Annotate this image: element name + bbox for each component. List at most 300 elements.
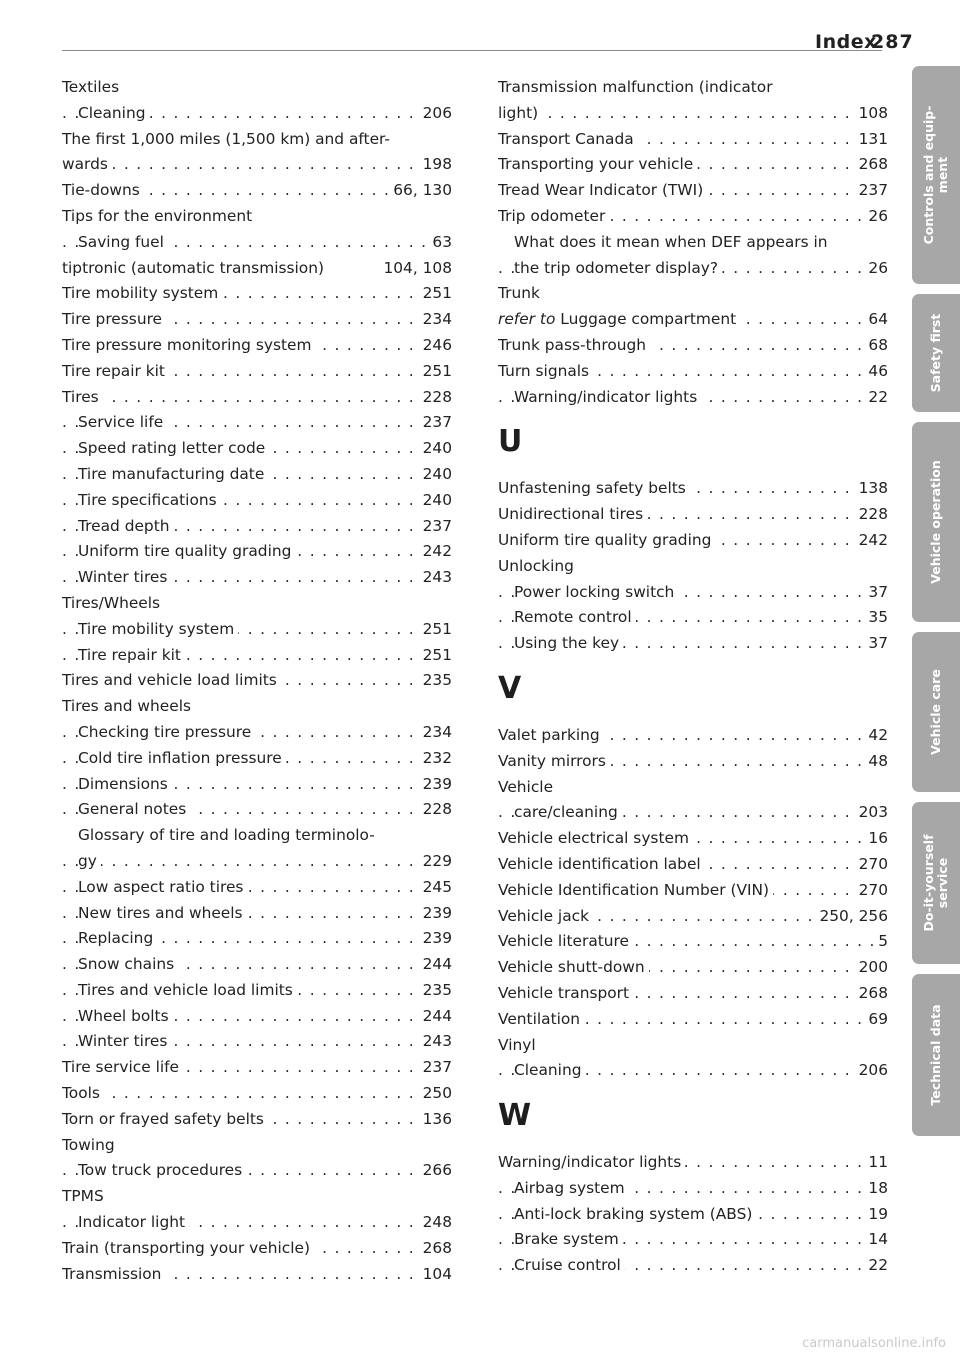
- index-entry: [498, 878, 888, 904]
- entry-label: Checking tire pressure: [78, 722, 252, 741]
- entry-text: [78, 620, 238, 638]
- entry-text: [62, 1239, 314, 1257]
- index-entry: [62, 1107, 452, 1133]
- entry-page-number: 240: [418, 436, 452, 462]
- entry-page-number: 22: [863, 1253, 888, 1279]
- entry-text: [78, 929, 157, 947]
- entry-page-number: 11: [863, 1150, 888, 1176]
- entry-text: [62, 1084, 104, 1102]
- entry-text: [78, 104, 149, 122]
- entry-text: [78, 904, 247, 922]
- entry-text: [498, 958, 649, 976]
- entry-label: Vehicle Identification Number (VIN): [498, 880, 770, 899]
- entry-page-number: 251: [418, 281, 452, 307]
- entry-page-number: 235: [418, 978, 452, 1004]
- entry-label: Towing: [62, 1135, 115, 1154]
- entry-label: Tow truck procedures: [78, 1161, 243, 1180]
- entry-text: [498, 1010, 584, 1028]
- entry-label: wards: [62, 155, 108, 174]
- entry-label: Using the key: [514, 634, 620, 653]
- index-entry: [498, 204, 888, 230]
- index-entry: [498, 554, 888, 580]
- entry-text: [498, 907, 593, 925]
- entry-page-number: 243: [418, 565, 452, 591]
- index-subentry: [62, 539, 452, 565]
- entry-page-number: 250: [418, 1081, 452, 1107]
- entry-text: [514, 583, 678, 601]
- entry-text: [498, 207, 609, 225]
- entry-text: [498, 130, 638, 148]
- entry-text: [498, 336, 650, 354]
- entry-page-number: 136: [418, 1107, 452, 1133]
- entry-text: [498, 752, 610, 770]
- entry-text: [78, 1007, 173, 1025]
- index-entry: [62, 385, 452, 411]
- entry-page-number: 64: [863, 307, 888, 333]
- entry-text: [514, 233, 832, 251]
- entry-page-number: 203: [854, 800, 888, 826]
- entry-text: [62, 1058, 183, 1076]
- index-subentry: [498, 230, 888, 256]
- index-subentry: [498, 385, 888, 411]
- index-entry: [62, 75, 452, 101]
- entry-text: [78, 568, 171, 586]
- entry-text: [498, 1036, 540, 1054]
- entry-page-number: 48: [863, 749, 888, 775]
- chapter-side-tabs: [912, 66, 960, 1146]
- entry-label: care/cleaning: [514, 803, 618, 822]
- entry-text: [78, 1213, 189, 1231]
- entry-label: Valet parking: [498, 725, 600, 744]
- entry-text: [514, 1179, 629, 1197]
- index-entry: [498, 152, 888, 178]
- index-subentry: [498, 580, 888, 606]
- index-subentry: [62, 462, 452, 488]
- entry-label: Airbag system: [514, 1178, 625, 1197]
- entry-page-number: 35: [863, 605, 888, 631]
- index-entry: [498, 775, 888, 801]
- index-letter-heading: [498, 410, 888, 476]
- entry-text: [78, 723, 255, 741]
- entry-text: [62, 130, 394, 148]
- entry-label: Tires and vehicle load limits: [78, 980, 293, 999]
- entry-label: Cruise control: [514, 1256, 621, 1275]
- entry-label: Vehicle transport: [498, 983, 630, 1002]
- entry-text: [62, 671, 281, 689]
- index-entry: [498, 101, 888, 127]
- index-subentry: [62, 978, 452, 1004]
- entry-page-number: 244: [418, 952, 452, 978]
- entry-page-number: 206: [418, 101, 452, 127]
- entry-text: [78, 517, 174, 535]
- index-entry: [498, 723, 888, 749]
- entry-label: Glossary of tire and loading terminolo-: [78, 826, 375, 845]
- index-subentry: [498, 1202, 888, 1228]
- entry-label: Dimensions: [78, 774, 168, 793]
- entry-label: Tread depth: [78, 516, 170, 535]
- entry-text: [78, 826, 379, 844]
- chapter-tab[interactable]: [912, 294, 960, 412]
- index-entry: [62, 127, 452, 153]
- entry-text: [62, 155, 112, 173]
- index-entry: [498, 502, 888, 528]
- entry-label: Tires and wheels: [62, 697, 191, 716]
- index-entry: [62, 1133, 452, 1159]
- entry-text: [498, 155, 697, 173]
- entry-label: Indicator light: [78, 1213, 186, 1232]
- entry-label: Tie-downs: [62, 181, 140, 200]
- entry-label: Snow chains: [78, 955, 175, 974]
- index-letter-heading: [498, 657, 888, 723]
- entry-label: Uniform tire quality grading: [78, 542, 292, 561]
- entry-text: [78, 878, 247, 896]
- entry-label: Trunk pass-through: [498, 335, 647, 354]
- entry-page-number: 68: [863, 333, 888, 359]
- entry-page-number: 200: [854, 955, 888, 981]
- entry-text: [78, 542, 295, 560]
- index-entry: [62, 281, 452, 307]
- index-entry: [62, 359, 452, 385]
- letter-heading-text: V: [498, 670, 522, 706]
- index-entry: [498, 307, 888, 333]
- entry-label: Cleaning: [514, 1061, 582, 1080]
- page-number: 287: [871, 31, 914, 53]
- entry-page-number: 268: [854, 981, 888, 1007]
- entry-label: Tire repair kit: [62, 361, 165, 380]
- entry-page-number: 104, 108: [378, 256, 452, 282]
- index-entry: [62, 1184, 452, 1210]
- index-entry: [498, 955, 888, 981]
- entry-label: Tire service life: [62, 1058, 180, 1077]
- entry-text: [498, 310, 740, 328]
- entry-page-number: 246: [418, 333, 452, 359]
- entry-text: [498, 984, 633, 1002]
- entry-label: Uniform tire quality grading: [498, 530, 712, 549]
- entry-label: General notes: [78, 800, 187, 819]
- entry-text: [78, 1032, 171, 1050]
- entry-label: Torn or frayed safety belts: [62, 1109, 264, 1128]
- entry-page-number: 250, 256: [814, 904, 888, 930]
- entry-text: [62, 1110, 268, 1128]
- index-entry: [498, 1150, 888, 1176]
- chapter-tab[interactable]: [912, 802, 960, 964]
- entry-label: New tires and wheels: [78, 903, 243, 922]
- index-subentry: [62, 875, 452, 901]
- entry-text: [78, 775, 172, 793]
- entry-label: Transporting your vehicle: [498, 155, 694, 174]
- entry-label: Tire mobility system: [78, 619, 235, 638]
- entry-page-number: 243: [418, 1029, 452, 1055]
- entry-page-number: 16: [863, 826, 888, 852]
- entry-page-number: 228: [418, 385, 452, 411]
- entry-text: [498, 531, 715, 549]
- entry-text: [78, 491, 221, 509]
- entry-page-number: 66, 130: [388, 178, 452, 204]
- entry-page-number: 228: [854, 502, 888, 528]
- entry-label: Tire specifications: [78, 490, 217, 509]
- entry-text: [62, 284, 222, 302]
- entry-text: [78, 413, 167, 431]
- index-subentry: [498, 1227, 888, 1253]
- entry-page-number: 251: [418, 643, 452, 669]
- entry-label: Vehicle electrical system: [498, 829, 689, 848]
- entry-page-number: 206: [854, 1058, 888, 1084]
- entry-page-number: 37: [863, 580, 888, 606]
- entry-text: [62, 259, 328, 277]
- entry-page-number: 138: [854, 476, 888, 502]
- entry-label: Tires and vehicle load limits: [62, 671, 277, 690]
- entry-text: [514, 259, 722, 277]
- entry-page-number: 19: [863, 1202, 888, 1228]
- index-subentry: [498, 605, 888, 631]
- entry-label: Tires: [62, 387, 99, 406]
- entry-label: Turn signals: [498, 361, 590, 380]
- index-entry: [62, 1262, 452, 1288]
- chapter-tab[interactable]: [912, 974, 960, 1136]
- entry-text: [62, 78, 123, 96]
- entry-label: Luggage compartment: [560, 310, 737, 329]
- entry-page-number: 240: [418, 488, 452, 514]
- entry-label: Vehicle literature: [498, 932, 629, 951]
- entry-page-number: 237: [418, 1055, 452, 1081]
- entry-text: [498, 778, 557, 796]
- entry-page-number: 22: [863, 385, 888, 411]
- index-letter-heading: [498, 1084, 888, 1150]
- index-entry: [498, 75, 888, 101]
- index-subentry: [62, 720, 452, 746]
- index-column-left: [62, 75, 452, 1287]
- index-subentry: [62, 101, 452, 127]
- entry-label: Unidirectional tires: [498, 505, 644, 524]
- entry-text: [498, 104, 542, 122]
- entry-label: Vinyl: [498, 1035, 536, 1054]
- entry-text: [78, 233, 168, 251]
- entry-label: Tools: [62, 1084, 100, 1103]
- header-rule: [62, 50, 882, 51]
- index-entry: [498, 476, 888, 502]
- entry-text: [514, 1061, 585, 1079]
- entry-page-number: 242: [418, 539, 452, 565]
- entry-label: Cold tire inflation pressure: [78, 748, 282, 767]
- chapter-tab-label: Safety first: [928, 313, 943, 393]
- index-entry: [498, 826, 888, 852]
- index-entry: [62, 668, 452, 694]
- entry-text: [498, 855, 705, 873]
- entry-text: [514, 608, 636, 626]
- entry-label: Vehicle shutt-down: [498, 958, 645, 977]
- entry-text: [498, 881, 773, 899]
- entry-text: [78, 1161, 246, 1179]
- chapter-tab-label: Vehicle operation: [928, 460, 943, 584]
- entry-label: Vanity mirrors: [498, 751, 606, 770]
- index-entry: [498, 281, 888, 307]
- entry-label: Speed rating letter code: [78, 439, 266, 458]
- entry-label: Tire repair kit: [78, 645, 181, 664]
- entry-text: [514, 803, 622, 821]
- entry-label: Vehicle identification label: [498, 854, 701, 873]
- chapter-tab-label: Do-it-yourself service: [921, 834, 950, 932]
- chapter-tab-label: Controls and equip- ment: [921, 105, 950, 245]
- index-entry: [62, 591, 452, 617]
- entry-page-number: 228: [418, 797, 452, 823]
- entry-text: [514, 1205, 756, 1223]
- entry-label: Cleaning: [78, 103, 146, 122]
- index-entry: [62, 204, 452, 230]
- entry-text: [78, 852, 101, 870]
- entry-label: Warning/indicator lights: [514, 387, 698, 406]
- entry-text: [78, 981, 297, 999]
- entry-page-number: 18: [863, 1176, 888, 1202]
- index-entry: [62, 694, 452, 720]
- entry-label: Trunk: [498, 284, 540, 303]
- index-entry: [498, 904, 888, 930]
- entry-text: [498, 181, 707, 199]
- index-subentry: [62, 230, 452, 256]
- entry-page-number: 46: [863, 359, 888, 385]
- entry-page-number: 131: [854, 127, 888, 153]
- entry-page-number: 248: [418, 1210, 452, 1236]
- entry-text: [498, 1153, 685, 1171]
- index-subentry: [62, 797, 452, 823]
- chapter-tab-label: Technical data: [928, 1004, 943, 1106]
- index-entry: [498, 528, 888, 554]
- index-subentry: [498, 256, 888, 282]
- entry-page-number: 240: [418, 462, 452, 488]
- entry-page-number: 26: [863, 256, 888, 282]
- entry-label: the trip odometer display?: [514, 258, 719, 277]
- index-subentry: [498, 800, 888, 826]
- entry-text: [498, 284, 544, 302]
- entry-text: [78, 439, 269, 457]
- chapter-tab[interactable]: [912, 632, 960, 792]
- entry-page-number: 234: [418, 307, 452, 333]
- entry-label: Textiles: [62, 78, 120, 96]
- index-subentry: [62, 1004, 452, 1030]
- entry-text: [62, 362, 169, 380]
- entry-page-number: 229: [418, 849, 452, 875]
- entry-label: Tips for the environment: [62, 206, 253, 225]
- entry-text: [514, 1230, 623, 1248]
- index-entry: [62, 333, 452, 359]
- entry-page-number: 239: [418, 772, 452, 798]
- entry-label: Saving fuel: [78, 232, 164, 251]
- entry-page-number: 234: [418, 720, 452, 746]
- entry-label: The first 1,000 miles (1,500 km) and after-: [62, 129, 390, 148]
- entry-text: [62, 1265, 165, 1283]
- entry-text: [498, 505, 647, 523]
- entry-label: Warning/indicator lights: [498, 1153, 682, 1172]
- index-subentry: [62, 410, 452, 436]
- watermark: carmanualsonline.info: [802, 1336, 946, 1351]
- index-subentry: [62, 643, 452, 669]
- entry-label: Ventilation: [498, 1009, 581, 1028]
- entry-label: Unfastening safety belts: [498, 479, 686, 498]
- entry-label: Anti-lock braking system (ABS): [514, 1204, 753, 1223]
- entry-label: Tread Wear Indicator (TWI): [498, 181, 704, 200]
- index-entry: [62, 1081, 452, 1107]
- index-entry: [62, 1236, 452, 1262]
- entry-text: [62, 388, 103, 406]
- index-entry: [498, 178, 888, 204]
- chapter-tab[interactable]: [912, 66, 960, 284]
- entry-page-number: 268: [854, 152, 888, 178]
- index-subentry: [62, 514, 452, 540]
- entry-label: light): [498, 103, 539, 122]
- index-column-right: [498, 75, 888, 1279]
- index-entry: [498, 749, 888, 775]
- entry-page-number: 69: [863, 1007, 888, 1033]
- entry-label: Tire pressure: [62, 310, 163, 329]
- entry-page-number: 235: [418, 668, 452, 694]
- entry-page-number: 266: [418, 1158, 452, 1184]
- entry-page-number: 232: [418, 746, 452, 772]
- entry-text: [498, 479, 690, 497]
- entry-text: [62, 1187, 108, 1205]
- entry-label: Transmission malfunction (indicator: [498, 78, 773, 96]
- entry-text: [498, 726, 604, 744]
- entry-label: Train (transporting your vehicle): [62, 1238, 310, 1257]
- entry-text: [62, 697, 195, 715]
- entry-label: Tires/Wheels: [62, 593, 161, 612]
- entry-label: Brake system: [514, 1230, 619, 1249]
- entry-text: [514, 634, 623, 652]
- entry-label: Power locking switch: [514, 582, 675, 601]
- entry-page-number: 244: [418, 1004, 452, 1030]
- index-subentry: [62, 952, 452, 978]
- entry-text: [78, 800, 190, 818]
- entry-label: Wheel bolts: [78, 1006, 169, 1025]
- entry-text: [498, 557, 578, 575]
- entry-label: Tire pressure monitoring system: [62, 335, 312, 354]
- entry-text: [498, 829, 693, 847]
- index-subentry: [62, 436, 452, 462]
- entry-text: [498, 78, 777, 96]
- entry-page-number: 242: [854, 528, 888, 554]
- index-entry: [62, 1055, 452, 1081]
- index-subentry: [62, 1029, 452, 1055]
- entry-label: Tire mobility system: [62, 284, 219, 303]
- entry-page-number: 237: [418, 514, 452, 540]
- entry-label: Remote control: [514, 608, 632, 627]
- entry-label: TPMS: [62, 1187, 104, 1206]
- index-subentry: [62, 1210, 452, 1236]
- entry-page-number: 268: [418, 1236, 452, 1262]
- entry-label: Unlocking: [498, 556, 574, 575]
- entry-text: [498, 362, 593, 380]
- index-entry: [498, 929, 888, 955]
- entry-text: [62, 207, 256, 225]
- index-entry: [62, 307, 452, 333]
- entry-text: [498, 932, 633, 950]
- entry-label: Transmission: [62, 1264, 162, 1283]
- entry-label: Winter tires: [78, 1032, 168, 1051]
- entry-page-number: 42: [863, 723, 888, 749]
- chapter-tab[interactable]: [912, 422, 960, 622]
- entry-label: gy: [78, 851, 97, 870]
- index-subentry: [62, 849, 452, 875]
- entry-page-number: 270: [854, 852, 888, 878]
- index-subentry: [498, 1058, 888, 1084]
- entry-page-number: 251: [418, 617, 452, 643]
- entry-page-number: 14: [863, 1227, 888, 1253]
- entry-text: [514, 388, 701, 406]
- index-entry: [498, 1033, 888, 1059]
- index-entry: [498, 981, 888, 1007]
- index-entry: [498, 1007, 888, 1033]
- entry-label: Vehicle jack: [498, 906, 590, 925]
- index-subentry: [62, 901, 452, 927]
- entry-label: Tire manufacturing date: [78, 464, 265, 483]
